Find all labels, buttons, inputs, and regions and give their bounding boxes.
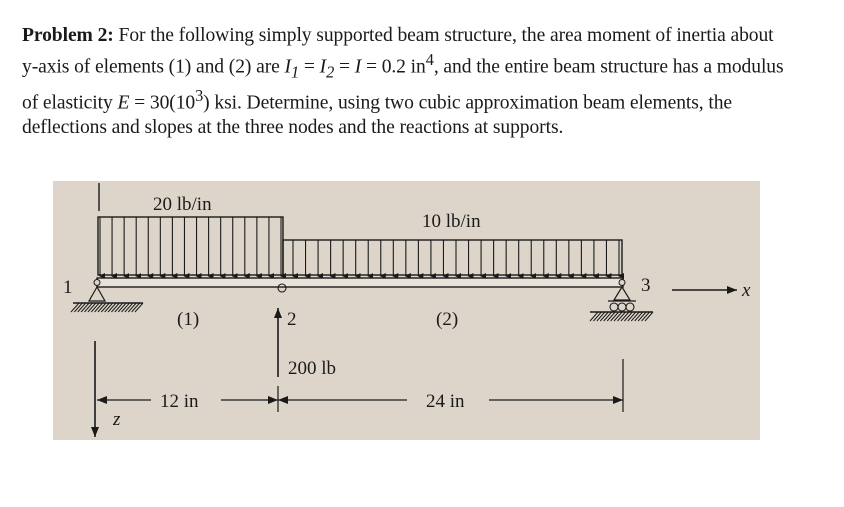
beam-figure: [53, 181, 760, 440]
inertia-i2-subscript: 2: [326, 62, 335, 82]
load-2-label: 10 lb/in: [422, 211, 481, 232]
inertia-i2: I: [319, 56, 327, 78]
inertia-exponent: 4: [425, 50, 434, 69]
equals-1: =: [299, 56, 320, 78]
load-2-arrows: [293, 240, 619, 276]
equals-2: =: [334, 56, 355, 78]
load-1-arrows: [100, 217, 281, 276]
problem-line-3a: of elasticity: [22, 92, 118, 114]
load-1-label: 20 lb/in: [153, 194, 212, 215]
point-load-label: 200 lb: [288, 358, 337, 379]
modulus-value: = 30(10: [129, 92, 196, 114]
load-block-2: [283, 240, 622, 275]
z-axis-label: z: [113, 409, 121, 430]
problem-label: Problem 2:: [22, 25, 114, 46]
inertia-i1: I: [284, 56, 291, 78]
problem-line-1: For the following simply supported beam structure, the area moment of inertia about: [118, 25, 774, 46]
ground-hatch-right: [590, 312, 653, 321]
element-1-label: (1): [177, 309, 200, 330]
beam: [97, 278, 623, 287]
dimension-1-label: 12 in: [160, 391, 199, 412]
problem-line-3c: ) ksi. Determine, using two cubic approximation beam elements, the: [203, 92, 732, 114]
dimension-2-label: 24 in: [426, 391, 465, 412]
node-3-label: 3: [641, 275, 651, 296]
inertia-i: I: [354, 56, 362, 78]
ground-hatch-left: [71, 303, 143, 312]
problem-statement: [22, 24, 822, 140]
inertia-value: = 0.2 in: [361, 56, 426, 78]
element-2-label: (2): [436, 309, 459, 330]
inertia-i1-subscript: 1: [290, 62, 300, 82]
problem-line-2a: y-axis of elements (1) and (2) are: [22, 56, 285, 78]
distributed-load-20: [98, 217, 283, 276]
node-1-label: 1: [63, 277, 73, 298]
load-block-1: [98, 217, 283, 275]
x-axis-label: x: [742, 280, 751, 301]
problem-line-2b: , and the entire beam structure has a modulus: [433, 56, 784, 78]
node-2-label: 2: [287, 309, 297, 330]
modulus-exponent: 3: [195, 86, 204, 106]
distributed-load-10: [283, 240, 622, 276]
beam-diagram: [53, 181, 760, 440]
problem-line-4: deflections and slopes at the three nodes and the reactions at supports.: [22, 116, 564, 138]
modulus-e: E: [117, 92, 130, 114]
